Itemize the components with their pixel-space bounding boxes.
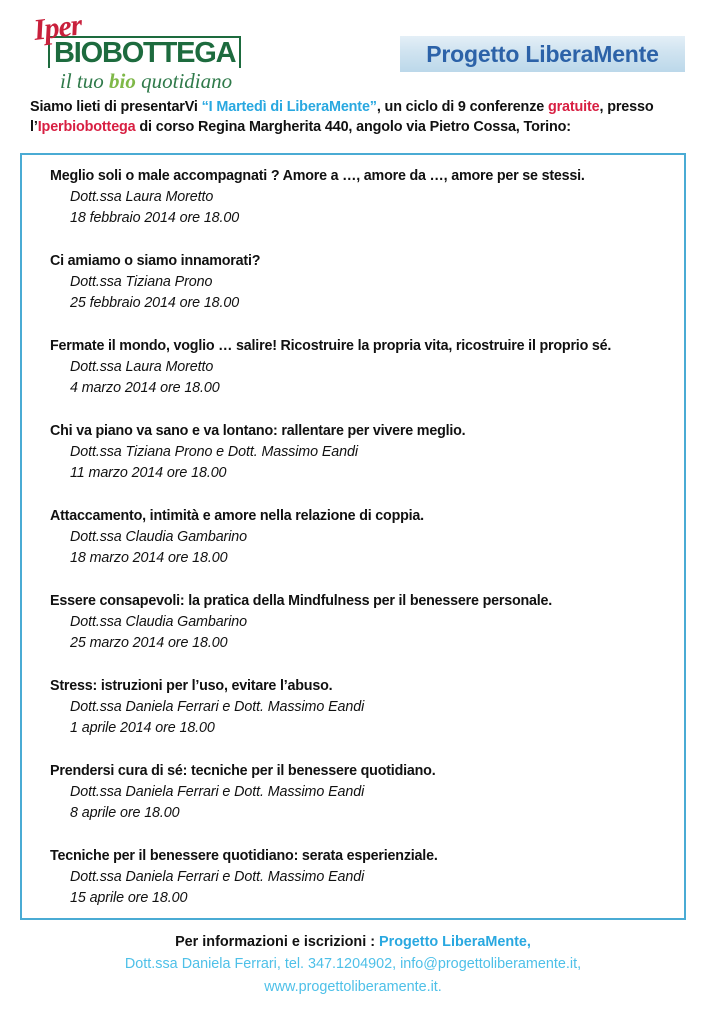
conference-list-box: [20, 153, 686, 920]
conference-speaker: Dott.ssa Tiziana Prono: [70, 274, 213, 290]
conference-title: Stress: istruzioni per l’uso, evitare l’abuso.: [50, 678, 333, 694]
intro-paragraph: [30, 98, 690, 137]
footer-info-line: [20, 932, 686, 953]
conference-title: Tecniche per il benessere quotidiano: serata esperienziale.: [50, 848, 438, 864]
conference-entry: [50, 675, 666, 739]
logo-tagline-bio: bio: [109, 69, 136, 93]
conference-date: 25 marzo 2014 ore 18.00: [70, 635, 228, 651]
conference-date: 1 aprile 2014 ore 18.00: [70, 720, 215, 736]
conference-entries: [50, 165, 666, 909]
conference-date: 18 febbraio 2014 ore 18.00: [70, 210, 240, 226]
conference-speaker: Dott.ssa Tiziana Prono e Dott. Massimo Eandi: [70, 444, 358, 460]
logo-iper-text: Iper: [31, 8, 84, 48]
conference-date: 8 aprile ore 18.00: [70, 805, 180, 821]
intro-address: di corso Regina Margherita 440, angolo via Pietro Cossa, Torino:: [135, 118, 571, 135]
intro-text-a: Siamo lieti di presentarVi: [30, 99, 202, 115]
conference-date: 15 aprile ore 18.00: [70, 890, 188, 906]
conference-date: 18 marzo 2014 ore 18.00: [70, 550, 228, 566]
conference-entry: [50, 845, 666, 909]
footer-contact-line: Dott.ssa Daniela Ferrari, tel. 347.1204902, info@progettoliberamente.it,: [124, 956, 582, 972]
page-header: [0, 0, 706, 96]
intro-text-d: l’: [30, 118, 38, 135]
conference-entry: [50, 590, 666, 654]
intro-series-name: “I Martedì di LiberaMente”: [201, 99, 377, 115]
conference-speaker: Dott.ssa Laura Moretto: [70, 359, 214, 375]
intro-shop-name: Iperbiobottega: [37, 118, 136, 135]
footer-info-label: Per informazioni e iscrizioni :: [175, 934, 379, 950]
conference-title: Fermate il mondo, voglio … salire! Ricostruire la propria vita, ricostruire il proprio sé.: [50, 338, 612, 354]
logo-tagline: [60, 69, 232, 94]
conference-speaker: Dott.ssa Laura Moretto: [70, 189, 214, 205]
conference-speaker: Dott.ssa Claudia Gambarino: [70, 529, 247, 545]
intro-text-c: , presso: [599, 99, 654, 115]
progetto-liberamente-banner: [400, 36, 685, 72]
conference-speaker: Dott.ssa Daniela Ferrari e Dott. Massimo Eandi: [70, 869, 365, 885]
conference-entry: [50, 250, 666, 314]
intro-free-label: gratuite: [547, 99, 600, 115]
conference-speaker: Dott.ssa Claudia Gambarino: [70, 614, 247, 630]
conference-entry: [50, 760, 666, 824]
conference-title: Attaccamento, intimità e amore nella relazione di coppia.: [50, 508, 424, 524]
conference-date: 11 marzo 2014 ore 18.00: [70, 465, 227, 481]
iperbiobottega-logo: [30, 8, 270, 93]
logo-biobottega-text: BIOBOTTEGA: [54, 37, 236, 69]
conference-title: Chi va piano va sano e va lontano: rallentare per vivere meglio.: [50, 423, 466, 439]
conference-speaker: Dott.ssa Daniela Ferrari e Dott. Massimo Eandi: [70, 784, 365, 800]
conference-entry: [50, 165, 666, 229]
conference-speaker: Dott.ssa Daniela Ferrari e Dott. Massimo Eandi: [70, 699, 365, 715]
conference-title: Ci amiamo o siamo innamorati?: [50, 253, 261, 269]
intro-text-b: , un ciclo di 9 conferenze: [376, 99, 548, 115]
logo-tagline-before: il tuo: [60, 69, 110, 93]
page-footer: [20, 932, 686, 999]
conference-title: Prendersi cura di sé: tecniche per il benessere quotidiano.: [50, 763, 436, 779]
conference-entry: [50, 505, 666, 569]
conference-date: 4 marzo 2014 ore 18.00: [70, 380, 220, 396]
conference-entry: [50, 335, 666, 399]
footer-website-line: www.progettoliberamente.it.: [264, 979, 442, 995]
banner-title: Progetto LiberaMente: [426, 40, 659, 67]
conference-date: 25 febbraio 2014 ore 18.00: [70, 295, 240, 311]
conference-title: Meglio soli o male accompagnati ? Amore a …, amore da …, amore per se stessi.: [50, 168, 585, 184]
footer-project-name: Progetto LiberaMente,: [379, 934, 531, 950]
conference-title: Essere consapevoli: la pratica della Mindfulness per il benessere personale.: [50, 593, 553, 609]
logo-tagline-after: quotidiano: [135, 69, 233, 93]
conference-entry: [50, 420, 666, 484]
